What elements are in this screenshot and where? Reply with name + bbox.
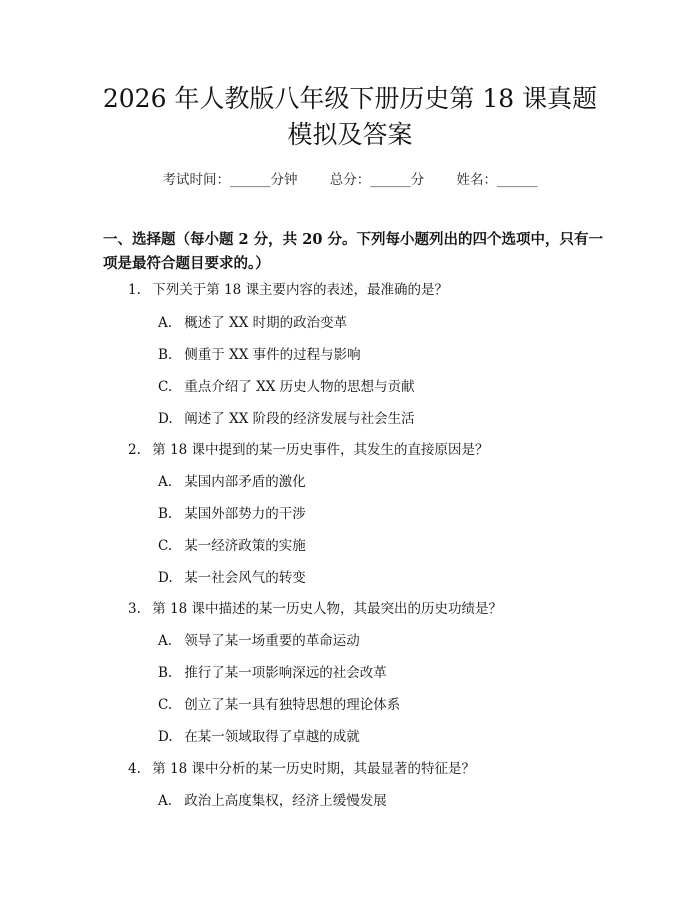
document-title-line-2: 模拟及答案 bbox=[287, 120, 413, 149]
option-text: 创立了某一具有独特思想的理论体系 bbox=[184, 697, 401, 713]
option-letter: A. bbox=[158, 793, 173, 809]
option-letter: B. bbox=[158, 506, 173, 522]
document-title-line-1: 2026 年人教版八年级下册历史第 18 课真题 bbox=[102, 84, 598, 113]
question-3-option-c bbox=[158, 695, 400, 715]
option-text: 重点介绍了 XX 历史人物的思想与贡献 bbox=[184, 379, 415, 395]
question-4 bbox=[128, 759, 475, 779]
option-letter: A. bbox=[158, 315, 173, 331]
question-text: 第 18 课中描述的某一历史人物，其最突出的历史功绩是？ bbox=[152, 601, 503, 617]
question-number: 1. bbox=[128, 282, 141, 298]
question-2 bbox=[128, 440, 489, 460]
question-3-option-b bbox=[158, 663, 387, 683]
question-1 bbox=[128, 280, 448, 300]
question-1-option-d bbox=[158, 409, 415, 429]
question-number: 3. bbox=[128, 601, 141, 617]
option-text: 某一社会风气的转变 bbox=[184, 570, 306, 586]
question-3-option-a bbox=[158, 631, 360, 651]
question-2-option-b bbox=[158, 504, 306, 524]
option-letter: B. bbox=[158, 347, 173, 363]
option-text: 某国内部矛盾的激化 bbox=[184, 474, 306, 490]
question-number: 2. bbox=[128, 442, 141, 458]
option-letter: C. bbox=[158, 379, 173, 395]
exam-time-field: 考试时间：______分钟 bbox=[162, 172, 298, 188]
option-letter: A. bbox=[158, 633, 173, 649]
option-text: 某一经济政策的实施 bbox=[184, 538, 306, 554]
option-text: 概述了 XX 时期的政治变革 bbox=[184, 315, 348, 331]
question-4-option-a bbox=[158, 791, 387, 811]
question-1-option-c bbox=[158, 377, 415, 397]
option-text: 某国外部势力的干涉 bbox=[184, 506, 306, 522]
option-text: 阐述了 XX 阶段的经济发展与社会生活 bbox=[184, 411, 415, 427]
question-text: 第 18 课中提到的某一历史事件，其发生的直接原因是？ bbox=[152, 442, 489, 458]
question-2-option-c bbox=[158, 536, 306, 556]
option-letter: D. bbox=[158, 411, 173, 427]
option-text: 侧重于 XX 事件的过程与影响 bbox=[184, 347, 361, 363]
exam-score-field: 总分：______分 bbox=[329, 172, 425, 188]
option-letter: D. bbox=[158, 570, 173, 586]
option-letter: D. bbox=[158, 729, 173, 745]
question-2-option-d bbox=[158, 568, 306, 588]
question-2-option-a bbox=[158, 472, 306, 492]
option-text: 在某一领域取得了卓越的成就 bbox=[184, 729, 360, 745]
option-letter: C. bbox=[158, 538, 173, 554]
exam-name-field: 姓名：______ bbox=[456, 172, 538, 188]
option-text: 推行了某一项影响深远的社会改革 bbox=[184, 665, 387, 681]
exam-meta bbox=[0, 168, 700, 188]
question-number: 4. bbox=[128, 761, 141, 777]
option-text: 领导了某一场重要的革命运动 bbox=[184, 633, 360, 649]
section-heading: 一、选择题（每小题 2 分，共 20 分。下列每小题列出的四个选项中，只有一项是最符合题目要求的。） bbox=[103, 231, 603, 272]
question-1-option-b bbox=[158, 345, 361, 365]
question-3-option-d bbox=[158, 727, 360, 747]
question-text: 下列关于第 18 课主要内容的表述，最准确的是？ bbox=[152, 282, 449, 298]
option-letter: B. bbox=[158, 665, 173, 681]
question-3 bbox=[128, 599, 502, 619]
question-text: 第 18 课中分析的某一历史时期，其最显著的特征是？ bbox=[152, 761, 476, 777]
question-1-option-a bbox=[158, 313, 347, 333]
option-text: 政治上高度集权，经济上缓慢发展 bbox=[184, 793, 387, 809]
option-letter: A. bbox=[158, 474, 173, 490]
option-letter: C. bbox=[158, 697, 173, 713]
